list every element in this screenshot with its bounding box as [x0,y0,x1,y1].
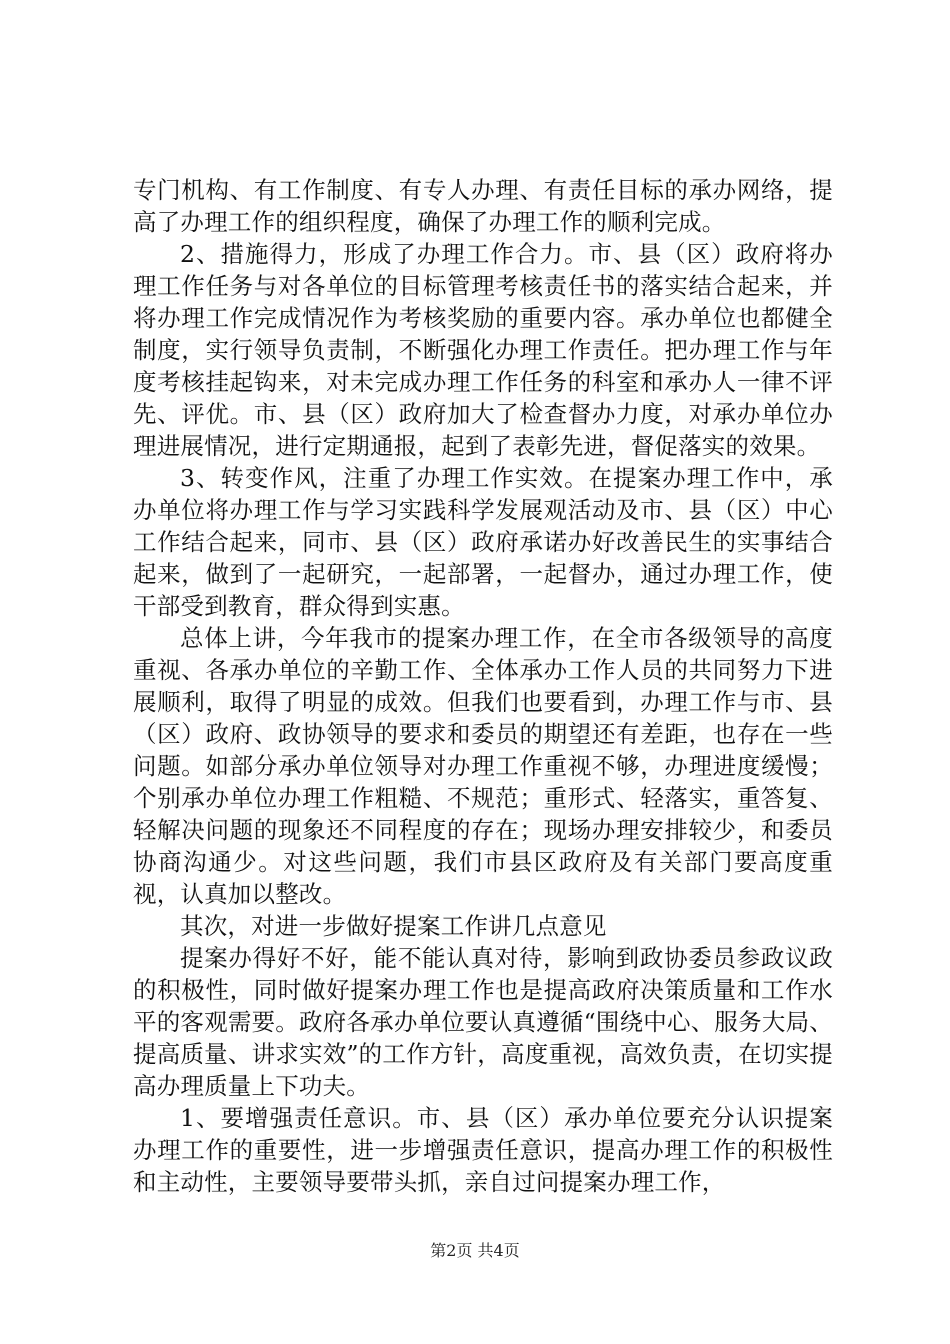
document-body [133,174,833,1198]
paragraph-summary: 总体上讲，今年我市的提案办理工作，在全市各级领导的高度重视、各承办单位的辛勤工作、全体承办工作人员的共同努力下进展顺利，取得了明显的成效。但我们也要看到，办理工作与市、县（区）政府、政协领导的要求和委员的期望还有差距，也存在一些问题。如部分承办单位领导对办理工作重视不够，办理进度缓慢；个别承办单位办理工作粗糙、不规范；重形式、轻落实，重答复、轻解决问题的现象还不同程度的存在；现场办理安排较少，和委员协商沟通少。对这些问题，我们市县区政府及有关部门要高度重视，认真加以整改。 [133,624,833,908]
paragraph-heading-opinions: 其次，对进一步做好提案工作讲几点意见 [180,912,607,940]
paragraph-responsibility: 1、要增强责任意识。市、县（区）承办单位要充分认识提案办理工作的重要性，进一步增强责任意识，提高办理工作的积极性和主动性，主要领导要带头抓，亲自过问提案办理工作， [133,1104,833,1196]
page-number-footer: 第2页 共4页 [430,1241,520,1260]
paragraph-work-style: 3、转变作风，注重了办理工作实效。在提案办理工作中，承办单位将办理工作与学习实践科学发展观活动及市、县（区）中心工作结合起来，同市、县（区）政府承诺办好改善民生的实事结合起来，做到了一起研究，一起部署，一起督办，通过办理工作，使干部受到教育，群众得到实惠。 [133,464,833,620]
paragraph-continuation: 专门机构、有工作制度、有专人办理、有责任目标的承办网络，提高了办理工作的组织程度，确保了办理工作的顺利完成。 [133,176,833,236]
paragraph-measures: 2、措施得力，形成了办理工作合力。市、县（区）政府将办理工作任务与对各单位的目标管理考核责任书的落实结合起来，并将办理工作完成情况作为考核奖励的重要内容。承办单位也都健全制度，实行领导负责制，不断强化办理工作责任。把办理工作与年度考核挂起钩来，对未完成办理工作任务的科室和承办人一律不评先、评优。市、县（区）政府加大了检查督办力度，对承办单位办理进展情况，进行定期通报，起到了表彰先进，督促落实的效果。 [133,240,833,460]
paragraph-proposal-quality: 提案办得好不好，能不能认真对待，影响到政协委员参政议政的积极性，同时做好提案办理工作也是提高政府决策质量和工作水平的客观需要。政府各承办单位要认真遵循“围绕中心、服务大局、提高质量、讲求实效”的工作方针，高度重视，高效负责，在切实提高办理质量上下功夫。 [133,944,833,1100]
